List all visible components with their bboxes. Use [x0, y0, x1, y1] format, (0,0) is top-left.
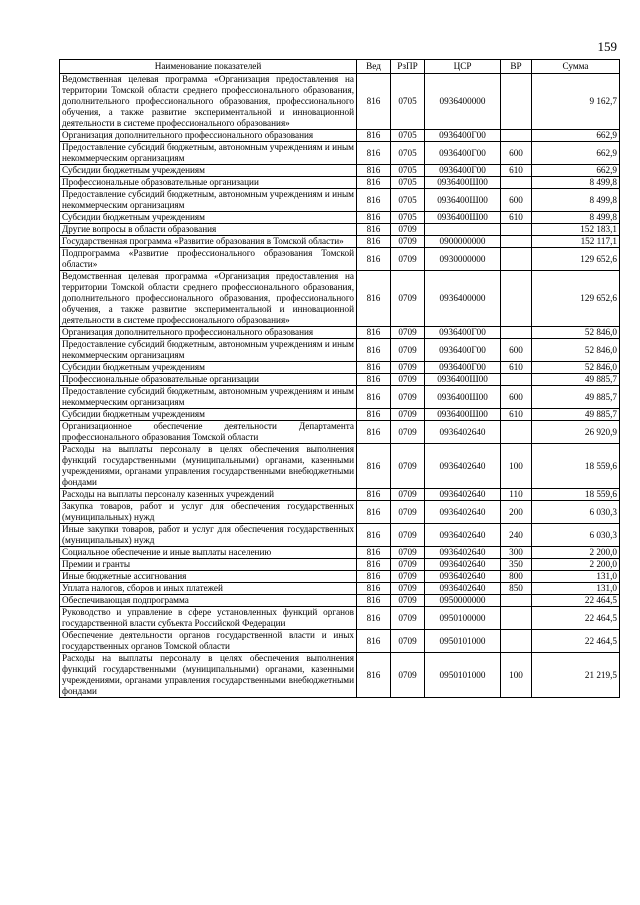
cell-rzpr: 0709 [391, 559, 425, 571]
cell-ved: 816 [357, 177, 391, 189]
cell-name: Расходы на выплаты персоналу в целях обеспечения выполнения функций государственными (муниципальными) органами, казенными учреждениями, органами управления государственными внебюджетными фондами [60, 653, 357, 698]
cell-ved: 816 [357, 630, 391, 653]
cell-vr: 610 [501, 212, 532, 224]
cell-csr: 0936400Г00 [425, 130, 501, 142]
cell-vr: 610 [501, 362, 532, 374]
cell-rzpr: 0709 [391, 653, 425, 698]
header-ved: Вед [357, 60, 391, 74]
cell-ved: 816 [357, 74, 391, 130]
table-row [60, 630, 620, 653]
cell-name: Уплата налогов, сборов и иных платежей [60, 583, 357, 595]
cell-csr: 0936402640 [425, 444, 501, 489]
table-header-row [60, 60, 620, 74]
table-row [60, 571, 620, 583]
cell-sum: 129 652,6 [532, 271, 620, 327]
cell-csr: 0936400Ш00 [425, 177, 501, 189]
cell-name: Закупка товаров, работ и услуг для обеспечения государственных (муниципальных) нужд [60, 501, 357, 524]
cell-ved: 816 [357, 409, 391, 421]
cell-ved: 816 [357, 130, 391, 142]
cell-sum: 52 846,0 [532, 339, 620, 362]
cell-csr: 0936402640 [425, 559, 501, 571]
table-row [60, 362, 620, 374]
table-row [60, 327, 620, 339]
cell-ved: 816 [357, 374, 391, 386]
table-row [60, 444, 620, 489]
cell-csr: 0936400000 [425, 271, 501, 327]
cell-sum: 49 885,7 [532, 409, 620, 421]
cell-ved: 816 [357, 607, 391, 630]
cell-ved: 816 [357, 224, 391, 236]
cell-sum: 662,9 [532, 142, 620, 165]
header-sum: Сумма [532, 60, 620, 74]
cell-name: Организация дополнительного профессионального образования [60, 327, 357, 339]
cell-ved: 816 [357, 339, 391, 362]
cell-sum: 131,0 [532, 571, 620, 583]
cell-ved: 816 [357, 362, 391, 374]
table-row [60, 142, 620, 165]
cell-rzpr: 0709 [391, 583, 425, 595]
header-rzpr: РзПР [391, 60, 425, 74]
cell-rzpr: 0705 [391, 142, 425, 165]
cell-name: Предоставление субсидий бюджетным, автономным учреждениям и иным некоммерческим организациям [60, 339, 357, 362]
cell-ved: 816 [357, 421, 391, 444]
cell-vr [501, 421, 532, 444]
header-name: Наименование показателей [60, 60, 357, 74]
cell-sum: 21 219,5 [532, 653, 620, 698]
table-row [60, 130, 620, 142]
cell-ved: 816 [357, 142, 391, 165]
table-row [60, 374, 620, 386]
header-csr: ЦСР [425, 60, 501, 74]
cell-csr: 0936400Г00 [425, 142, 501, 165]
cell-csr: 0936400Ш00 [425, 409, 501, 421]
table-row [60, 559, 620, 571]
cell-sum: 22 464,5 [532, 630, 620, 653]
cell-ved: 816 [357, 501, 391, 524]
cell-sum: 8 499,8 [532, 177, 620, 189]
cell-sum: 49 885,7 [532, 374, 620, 386]
cell-vr [501, 74, 532, 130]
cell-name: Субсидии бюджетным учреждениям [60, 165, 357, 177]
page-number: 159 [597, 39, 617, 54]
cell-csr: 0936400Ш00 [425, 374, 501, 386]
cell-rzpr: 0709 [391, 630, 425, 653]
cell-rzpr: 0709 [391, 421, 425, 444]
table-row [60, 386, 620, 409]
cell-sum: 152 183,1 [532, 224, 620, 236]
cell-rzpr: 0709 [391, 271, 425, 327]
cell-name: Государственная программа «Развитие образования в Томской области» [60, 236, 357, 248]
cell-vr [501, 177, 532, 189]
cell-sum: 6 030,3 [532, 501, 620, 524]
table-row [60, 653, 620, 698]
cell-csr: 0900000000 [425, 236, 501, 248]
cell-ved: 816 [357, 271, 391, 327]
budget-table [59, 59, 620, 698]
table-row [60, 224, 620, 236]
cell-csr: 0936402640 [425, 501, 501, 524]
cell-vr: 610 [501, 409, 532, 421]
cell-ved: 816 [357, 547, 391, 559]
cell-name: Иные бюджетные ассигнования [60, 571, 357, 583]
cell-ved: 816 [357, 595, 391, 607]
cell-name: Профессиональные образовательные организации [60, 177, 357, 189]
cell-sum: 2 200,0 [532, 559, 620, 571]
cell-name: Предоставление субсидий бюджетным, автономным учреждениям и иным некоммерческим организациям [60, 189, 357, 212]
cell-ved: 816 [357, 524, 391, 547]
cell-csr: 0936402640 [425, 571, 501, 583]
cell-csr: 0950000000 [425, 595, 501, 607]
cell-rzpr: 0709 [391, 501, 425, 524]
cell-csr: 0936402640 [425, 583, 501, 595]
table-row [60, 595, 620, 607]
cell-ved: 816 [357, 559, 391, 571]
cell-csr: 0936402640 [425, 524, 501, 547]
cell-rzpr: 0709 [391, 224, 425, 236]
cell-vr [501, 630, 532, 653]
cell-name: Премии и гранты [60, 559, 357, 571]
cell-name: Обеспечивающая подпрограмма [60, 595, 357, 607]
cell-name: Ведомственная целевая программа «Организация предоставления на территории Томской области среднего профессионального образования, дополнительного профессионального образования, профессионального обучения, а также развитие экспериментальной и инновационной деятельности в системе профессионального образования» [60, 74, 357, 130]
cell-csr: 0950100000 [425, 607, 501, 630]
cell-sum: 18 559,6 [532, 489, 620, 501]
table-row [60, 489, 620, 501]
cell-name: Иные закупки товаров, работ и услуг для обеспечения государственных (муниципальных) нужд [60, 524, 357, 547]
cell-vr [501, 595, 532, 607]
cell-sum: 52 846,0 [532, 362, 620, 374]
cell-sum: 662,9 [532, 165, 620, 177]
table-row [60, 248, 620, 271]
cell-sum: 49 885,7 [532, 386, 620, 409]
cell-vr [501, 374, 532, 386]
cell-sum: 22 464,5 [532, 607, 620, 630]
table-row [60, 524, 620, 547]
cell-rzpr: 0709 [391, 409, 425, 421]
cell-rzpr: 0709 [391, 374, 425, 386]
cell-rzpr: 0709 [391, 386, 425, 409]
cell-rzpr: 0709 [391, 339, 425, 362]
cell-csr: 0950101000 [425, 653, 501, 698]
cell-ved: 816 [357, 248, 391, 271]
cell-rzpr: 0709 [391, 248, 425, 271]
cell-vr: 600 [501, 386, 532, 409]
cell-name: Организация дополнительного профессионального образования [60, 130, 357, 142]
cell-vr: 610 [501, 165, 532, 177]
cell-sum: 662,9 [532, 130, 620, 142]
cell-vr [501, 271, 532, 327]
cell-vr: 100 [501, 653, 532, 698]
cell-rzpr: 0705 [391, 130, 425, 142]
table-row [60, 189, 620, 212]
cell-rzpr: 0705 [391, 212, 425, 224]
cell-sum: 18 559,6 [532, 444, 620, 489]
cell-csr: 0936400Ш00 [425, 189, 501, 212]
cell-vr [501, 248, 532, 271]
cell-name: Обеспечение деятельности органов государственной власти и иных государственных органов Томской области [60, 630, 357, 653]
cell-rzpr: 0709 [391, 595, 425, 607]
cell-csr: 0936400000 [425, 74, 501, 130]
cell-name: Организационное обеспечение деятельности Департамента профессионального образования Томской области [60, 421, 357, 444]
cell-ved: 816 [357, 212, 391, 224]
cell-ved: 816 [357, 165, 391, 177]
cell-ved: 816 [357, 327, 391, 339]
table-row [60, 583, 620, 595]
cell-vr [501, 236, 532, 248]
cell-ved: 816 [357, 583, 391, 595]
cell-sum: 152 117,1 [532, 236, 620, 248]
cell-vr [501, 607, 532, 630]
cell-name: Расходы на выплаты персоналу в целях обеспечения выполнения функций государственными (муниципальными) органами, казенными учреждениями, органами управления государственными внебюджетными фондами [60, 444, 357, 489]
table-row [60, 409, 620, 421]
cell-rzpr: 0705 [391, 74, 425, 130]
table-row [60, 607, 620, 630]
cell-name: Подпрограмма «Развитие профессионального образования Томской области» [60, 248, 357, 271]
table-row [60, 501, 620, 524]
cell-vr: 300 [501, 547, 532, 559]
cell-sum: 22 464,5 [532, 595, 620, 607]
cell-ved: 816 [357, 386, 391, 409]
cell-vr [501, 327, 532, 339]
cell-sum: 8 499,8 [532, 212, 620, 224]
cell-csr: 0936400Ш00 [425, 212, 501, 224]
cell-vr: 600 [501, 189, 532, 212]
table-row [60, 212, 620, 224]
cell-rzpr: 0709 [391, 547, 425, 559]
cell-vr: 350 [501, 559, 532, 571]
cell-name: Субсидии бюджетным учреждениям [60, 212, 357, 224]
cell-ved: 816 [357, 444, 391, 489]
cell-csr: 0936400Г00 [425, 165, 501, 177]
cell-rzpr: 0709 [391, 571, 425, 583]
cell-vr: 600 [501, 142, 532, 165]
cell-sum: 129 652,6 [532, 248, 620, 271]
cell-vr: 600 [501, 339, 532, 362]
table-row [60, 339, 620, 362]
cell-sum: 9 162,7 [532, 74, 620, 130]
cell-ved: 816 [357, 189, 391, 212]
table-row [60, 165, 620, 177]
cell-rzpr: 0709 [391, 327, 425, 339]
cell-vr: 850 [501, 583, 532, 595]
cell-name: Предоставление субсидий бюджетным, автономным учреждениям и иным некоммерческим организациям [60, 142, 357, 165]
cell-csr: 0936402640 [425, 421, 501, 444]
cell-vr [501, 130, 532, 142]
cell-csr: 0936402640 [425, 489, 501, 501]
cell-vr: 200 [501, 501, 532, 524]
cell-rzpr: 0705 [391, 165, 425, 177]
table-row [60, 547, 620, 559]
cell-name: Субсидии бюджетным учреждениям [60, 409, 357, 421]
table-body [60, 74, 620, 698]
cell-name: Ведомственная целевая программа «Организация предоставления на территории Томской области среднего профессионального образования, дополнительного профессионального образования, профессионального обучения, а также развитие экспериментальной и инновационной деятельности в системе профессионального образования» [60, 271, 357, 327]
cell-rzpr: 0709 [391, 524, 425, 547]
cell-vr: 110 [501, 489, 532, 501]
cell-csr: 0936400Г00 [425, 362, 501, 374]
cell-sum: 52 846,0 [532, 327, 620, 339]
cell-sum: 6 030,3 [532, 524, 620, 547]
cell-name: Профессиональные образовательные организации [60, 374, 357, 386]
cell-sum: 26 920,9 [532, 421, 620, 444]
cell-name: Расходы на выплаты персоналу казенных учреждений [60, 489, 357, 501]
cell-rzpr: 0709 [391, 362, 425, 374]
cell-name: Руководство и управление в сфере установленных функций органов государственной власти субъекта Российской Федерации [60, 607, 357, 630]
table-row [60, 421, 620, 444]
cell-csr [425, 224, 501, 236]
cell-sum: 131,0 [532, 583, 620, 595]
cell-ved: 816 [357, 489, 391, 501]
cell-rzpr: 0709 [391, 489, 425, 501]
cell-csr: 0936400Г00 [425, 339, 501, 362]
cell-csr: 0930000000 [425, 248, 501, 271]
cell-name: Другие вопросы в области образования [60, 224, 357, 236]
cell-csr: 0950101000 [425, 630, 501, 653]
cell-csr: 0936400Г00 [425, 327, 501, 339]
cell-ved: 816 [357, 571, 391, 583]
cell-sum: 2 200,0 [532, 547, 620, 559]
cell-name: Социальное обеспечение и иные выплаты населению [60, 547, 357, 559]
cell-rzpr: 0709 [391, 444, 425, 489]
cell-sum: 8 499,8 [532, 189, 620, 212]
cell-rzpr: 0709 [391, 607, 425, 630]
cell-ved: 816 [357, 236, 391, 248]
cell-rzpr: 0709 [391, 236, 425, 248]
header-vr: ВР [501, 60, 532, 74]
cell-vr [501, 224, 532, 236]
cell-csr: 0936402640 [425, 547, 501, 559]
cell-vr: 800 [501, 571, 532, 583]
cell-rzpr: 0705 [391, 189, 425, 212]
cell-ved: 816 [357, 653, 391, 698]
cell-rzpr: 0705 [391, 177, 425, 189]
table-row [60, 74, 620, 130]
cell-name: Субсидии бюджетным учреждениям [60, 362, 357, 374]
cell-vr: 100 [501, 444, 532, 489]
table-row [60, 236, 620, 248]
cell-vr: 240 [501, 524, 532, 547]
cell-name: Предоставление субсидий бюджетным, автономным учреждениям и иным некоммерческим организациям [60, 386, 357, 409]
table-row [60, 177, 620, 189]
cell-csr: 0936400Ш00 [425, 386, 501, 409]
table-row [60, 271, 620, 327]
